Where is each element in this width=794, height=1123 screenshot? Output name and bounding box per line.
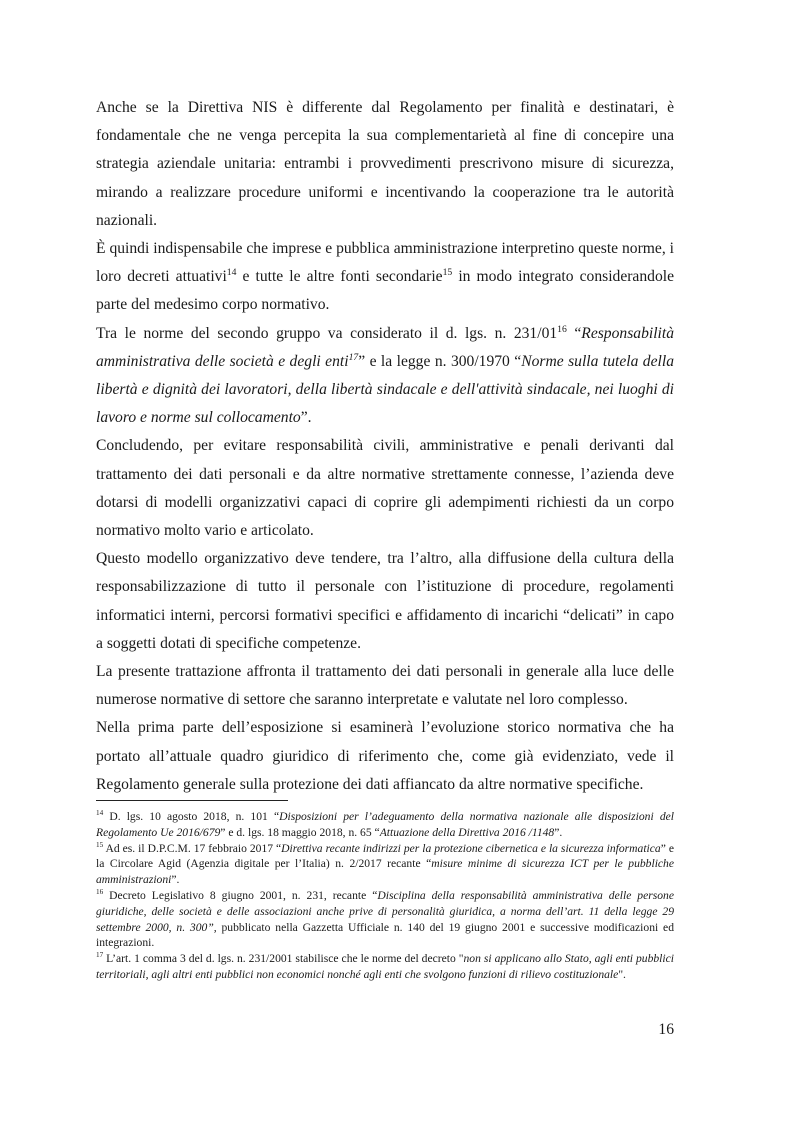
text-run: in modo integrato considerandole parte del medesimo corpo normativo.	[96, 268, 675, 314]
footnote-number: 14	[96, 809, 104, 818]
footnote-separator	[96, 800, 288, 801]
text-run: ” e la Circolare Agid (Agenzia digitale per l’Italia) n. 2/2017 recante “	[96, 841, 674, 871]
page-number: 16	[658, 1021, 674, 1038]
text-run: ".	[618, 967, 626, 981]
text-run: Decreto Legislativo 8 giugno 2001, n. 231, recante “	[103, 888, 378, 902]
text-run: ”.	[171, 873, 180, 887]
italic-title: Responsabilità amministrativa delle società e degli enti	[96, 324, 674, 370]
text-run: ” e la legge n. 300/1970 “	[358, 352, 522, 370]
footnote-ref-14: 14	[226, 267, 237, 279]
paragraph-1: Anche se la Direttiva NIS è differente dal Regolamento per finalità e destinatari, è fondamentale che ne venga percepita la sua complementarietà al fine di concepire una strategia aziendale unitaria: entrambi i provvedimenti prescrivono misure di sicurezza, mirando a realizzare procedure uniformi e incentivando la cooperazione tra le autorità nazionali.	[96, 99, 674, 229]
italic-title: misure minime di sicurezza ICT per le pubbliche amministrazioni	[96, 857, 675, 887]
italic-title: Attuazione della Direttiva 2016 /1148	[379, 825, 555, 839]
footnote-14	[96, 809, 674, 841]
paragraph-3	[96, 320, 674, 433]
text-run: L’art. 1 comma 3 del d. lgs. n. 231/2001 stabilisce che le norme del decreto "	[103, 952, 464, 966]
footnotes	[96, 809, 674, 983]
footnote-16	[96, 888, 674, 951]
text-run: Ad es. il D.P.C.M. 17 febbraio 2017 “	[103, 841, 282, 855]
text-run: e tutte le altre fonti secondarie	[236, 268, 443, 286]
paragraph-2	[96, 235, 674, 320]
text-run: Tra le norme del secondo gruppo va considerato il d. lgs. n. 231/01	[96, 324, 558, 342]
footnote-ref-16: 16	[557, 323, 567, 335]
italic-title: non si applicano allo Stato, agli enti pubblici territoriali, agli altri enti pubblici non economici nonché agli enti che svolgono funzioni di rilievo costituzionale	[96, 952, 674, 981]
footnote-ref-17-number: 17	[348, 351, 359, 363]
italic-title: Disciplina della responsabilità amministrativa delle persone giuridiche, delle società e delle associazioni anche prive di personalità giuridica, a norma dell’art. 11 della legge 29 settembre 2000, n. 300”,	[96, 888, 675, 934]
text-run: ”.	[300, 409, 312, 427]
footnote-15	[96, 841, 674, 888]
paragraph-6: La presente trattazione affronta il trattamento dei dati personali in generale alla luce delle numerose normative di settore che saranno interpretate e valutate nel loro complesso.	[96, 663, 674, 709]
body-text	[96, 94, 674, 799]
text-run: D. lgs. 10 agosto 2018, n. 101 “	[103, 810, 280, 823]
italic-title: Norme sulla tutela della libertà e dignità dei lavoratori, della libertà sindacale e dell'attività sindacale, nei luoghi di lavoro e norme sul collocamento	[96, 352, 674, 427]
text-run: pubblicato nella Gazzetta Ufficiale n. 140 del 19 giugno 2001 e successive modificazioni ed integrazioni.	[96, 920, 674, 950]
footnote-ref-17	[349, 352, 359, 363]
paragraph-4: Concludendo, per evitare responsabilità civili, amministrative e penali derivanti dal trattamento dei dati personali e da altre normative strettamente connesse, l’azienda deve dotarsi di modelli organizzativi capaci di coprire gli adempimenti richiesti da un corpo normativo molto vario e articolato.	[96, 437, 674, 540]
footnote-17	[96, 951, 674, 983]
paragraph-5: Questo modello organizzativo deve tendere, tra l’altro, alla diffusione della cultura della responsabilizzazione di tutto il personale con l’istituzione di procedure, regolamenti informatici interni, percorsi formativi specifici e affidamento di incarichi “delicati” in capo a soggetti dotati di specifiche competenze.	[96, 550, 674, 652]
italic-title: Direttiva recante indirizzi per la protezione cibernetica e la sicurezza informatica	[281, 841, 661, 855]
footnote-ref-15: 15	[442, 267, 453, 279]
text-run: ” e d. lgs. 18 maggio 2018, n. 65 “	[220, 825, 380, 839]
footnote-number: 16	[96, 888, 104, 897]
text-run: ”.	[554, 825, 563, 839]
paragraph-7: Nella prima parte dell’esposizione si esaminerà l’evoluzione storico normativa che ha portato all’attuale quadro giuridico di riferimento che, come già evidenziato, vede il Regolamento generale sulla protezione dei dati affiancato da altre normative specifiche.	[96, 719, 674, 793]
footnote-number: 15	[96, 840, 104, 849]
italic-title: Disposizioni per l’adeguamento della normativa nazionale alle disposizioni del Regolamento Ue 2016/679	[96, 810, 674, 839]
footnote-number: 17	[96, 951, 104, 960]
text-run: È quindi indispensabile che imprese e pubblica amministrazione interpretino queste norme, i loro decreti attuativi	[96, 240, 674, 286]
text-run: “	[566, 324, 582, 342]
